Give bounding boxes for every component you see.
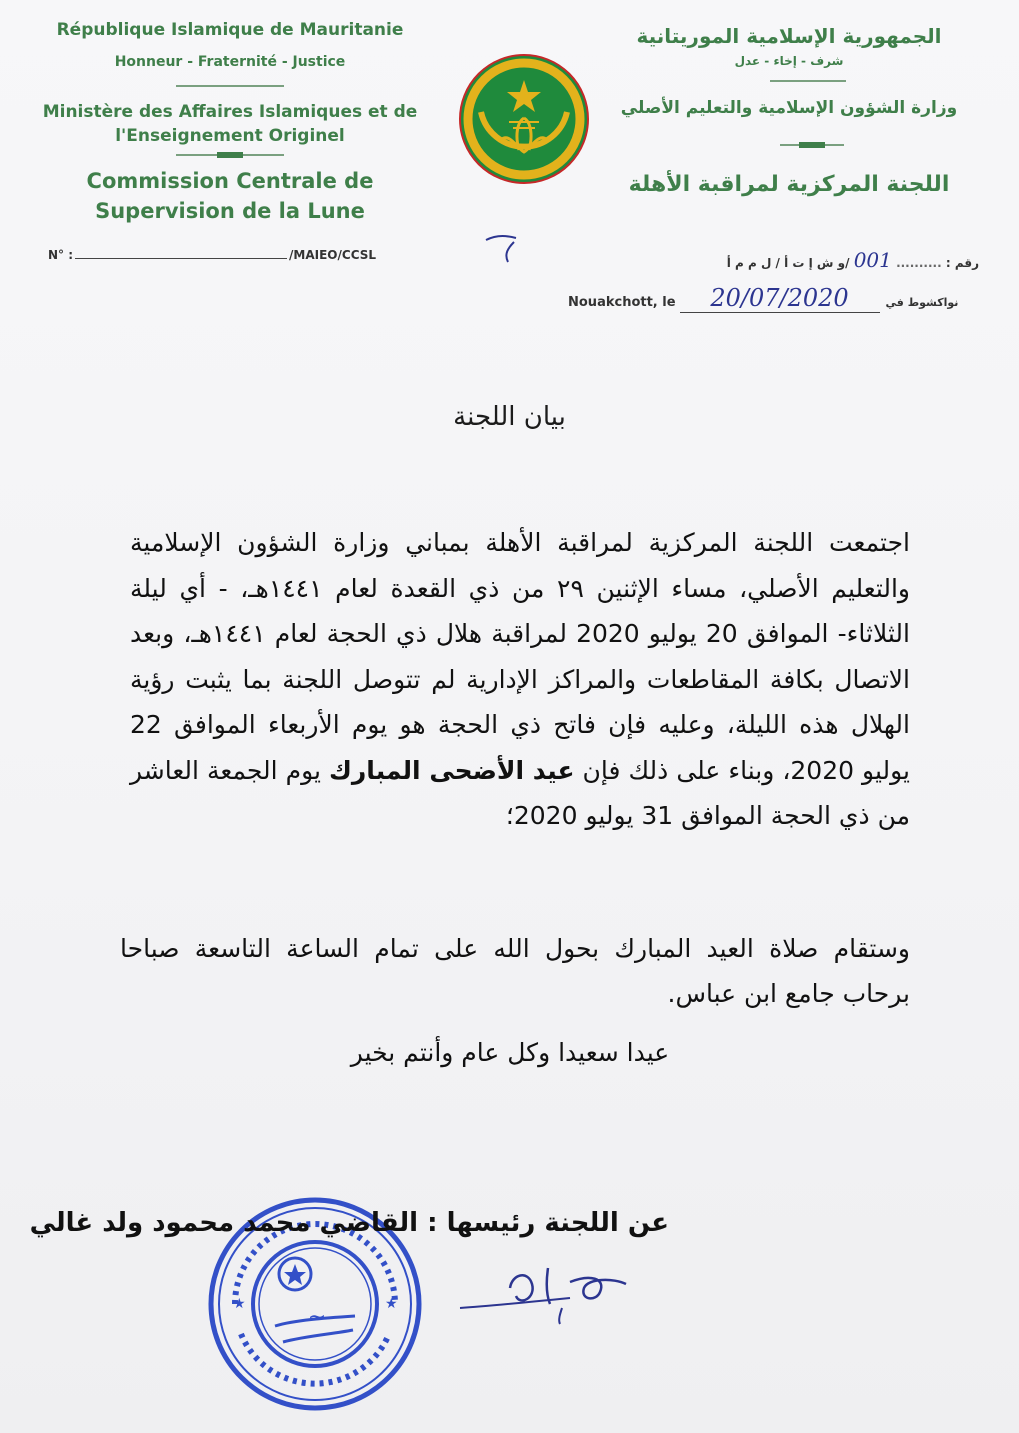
header-ar-ministry: وزارة الشؤون الإسلامية والتعليم الأصلي bbox=[620, 98, 958, 118]
header-fr-commission bbox=[30, 166, 430, 226]
statement-part1: اجتمعت اللجنة المركزية لمراقبة الأهلة بمباني وزارة الشؤون الإسلامية والتعليم الأصلي، مساء الإثنين ٢٩ من ذي القعدة لعام ١٤٤١هـ، - أي ليلة الثلاثاء- الموافق 20 يوليو 2020 لمراقبة هلال ذي الحجة لعام ١٤٤١هـ، وبعد الاتصال بكافة المقاطعات والمراكز الإدارية لم تتوصل اللجنة بما يثبت رؤية الهلال هذه الليلة، وعليه فإن فاتح ذي الحجة هو يوم الأربعاء الموافق 22 يوليو 2020، وبناء على ذلك فإن bbox=[130, 528, 911, 785]
divider bbox=[770, 80, 846, 82]
header-fr-commission-line1: Commission Centrale de bbox=[86, 169, 374, 193]
svg-text:★: ★ bbox=[385, 1296, 398, 1312]
header-fr-commission-line2: Supervision de la Lune bbox=[95, 199, 365, 223]
divider bbox=[176, 85, 284, 87]
date-line bbox=[568, 284, 958, 313]
date-label-ar: نواكشوط في bbox=[885, 296, 959, 309]
divider bbox=[780, 144, 844, 146]
statement-part2: يوم الجمعة العاشر من ذي الحجة الموافق 31 يوليو 2020؛ bbox=[130, 755, 910, 830]
reference-ar-dots: .......... bbox=[896, 256, 942, 270]
signature-line: عن اللجنة رئيسها : القاضي محمد محمود ولد غالي bbox=[29, 1208, 669, 1238]
date-label-fr: Nouakchott, le bbox=[568, 295, 676, 310]
reference-fr bbox=[48, 248, 376, 262]
header-ar-commission: اللجنة المركزية لمراقبة الأهلة bbox=[628, 172, 950, 197]
statement-body bbox=[130, 520, 910, 839]
svg-text:★: ★ bbox=[233, 1296, 246, 1312]
svg-text:~: ~ bbox=[307, 1305, 327, 1330]
header-fr-republic: République Islamique de Mauritanie bbox=[56, 20, 404, 40]
prayer-paragraph: وستقام صلاة العيد المبارك بحول الله على تمام الساعة التاسعة صباحا برحاب جامع ابن عباس. bbox=[120, 934, 910, 1008]
document-title: بيان اللجنة bbox=[453, 402, 566, 432]
statement-eid-bold: عيد الأضحى المبارك bbox=[329, 755, 575, 785]
greeting: عيدا سعيدا وكل عام وأنتم بخير bbox=[350, 1038, 670, 1067]
header-fr-ministry-line2: l'Enseignement Originel bbox=[115, 126, 345, 146]
header-ar-motto: شرف - إخاء - عدل bbox=[734, 54, 844, 68]
reference-ar-label: رقم : bbox=[945, 256, 979, 270]
header-fr-ministry-line1: Ministère des Affaires Islamiques et de bbox=[42, 102, 418, 122]
header-fr-ministry bbox=[30, 100, 430, 148]
reference-ar-suffix: /و ش إ ت أ / ل م م أ bbox=[726, 256, 850, 270]
reference-fr-suffix: /MAIEO/CCSL bbox=[289, 248, 377, 262]
divider bbox=[176, 154, 284, 156]
date-value: 20/07/2020 bbox=[680, 284, 880, 313]
reference-number: 001 bbox=[853, 248, 892, 272]
reference-ar bbox=[727, 248, 979, 272]
handwritten-mark-icon bbox=[478, 226, 528, 266]
header-ar-republic: الجمهورية الإسلامية الموريتانية bbox=[636, 24, 942, 48]
reference-fr-label: N° : bbox=[48, 248, 74, 262]
header-fr-motto: Honneur - Fraternité - Justice bbox=[114, 54, 346, 70]
national-emblem-icon bbox=[457, 52, 591, 186]
handwritten-signature-icon bbox=[450, 1248, 640, 1328]
